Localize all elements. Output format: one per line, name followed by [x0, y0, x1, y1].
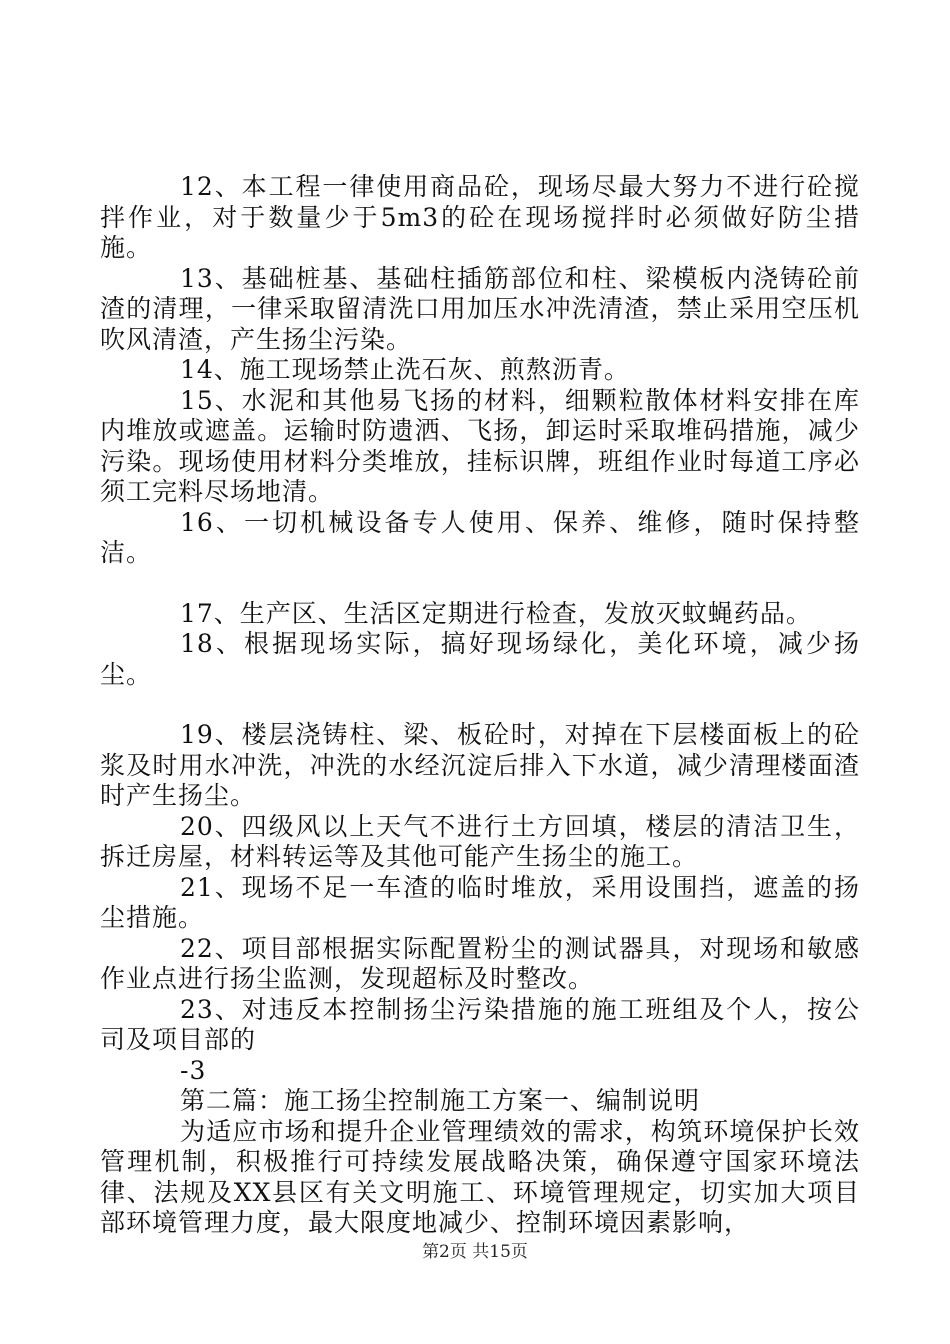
paragraph-21: 21、现场不足一车渣的临时堆放，采用设围挡，遮盖的扬尘措施。 [100, 872, 860, 932]
paragraph-23: 23、对违反本控制扬尘污染措施的施工班组及个人，按公司及项目部的 [100, 994, 860, 1054]
paragraph-12: 12、本工程一律使用商品砼，现场尽最大努力不进行砼搅拌作业，对于数量少于5m3的砼在现场搅拌时必须做好防尘措施。 [100, 172, 860, 262]
paragraph-intro: 为适应市场和提升企业管理绩效的需求，构筑环境保护长效管理机制，积极推行可持续发展战略决策，确保遵守国家环境法律、法规及XX县区有关文明施工、环境管理规定，切实加大项目部环境管理力度，最大限度地减少、控制环境因素影响， [100, 1116, 860, 1237]
paragraph-22: 22、项目部根据实际配置粉尘的测试器具，对现场和敏感作业点进行扬尘监测，发现超标及时整改。 [100, 933, 860, 993]
paragraph-20: 20、四级风以上天气不进行土方回填，楼层的清洁卫生，拆迁房屋，材料转运等及其他可能产生扬尘的施工。 [100, 811, 860, 871]
document-body [100, 172, 860, 1239]
paragraph-16: 16、一切机械设备专人使用、保养、维修，随时保持整洁。 [100, 507, 860, 567]
page-footer: 第2页 共15页 [422, 1242, 528, 1262]
section-heading: 第二篇：施工扬尘控制施工方案一、编制说明 [180, 1086, 701, 1115]
paragraph-15: 15、水泥和其他易飞扬的材料，细颗粒散体材料安排在库内堆放或遮盖。运输时防遗洒、飞扬，卸运时采取堆码措施，减少污染。现场使用材料分类堆放，挂标识牌，班组作业时每道工序必须工完料尽场地清。 [100, 385, 860, 506]
paragraph-19: 19、楼层浇铸柱、梁、板砼时，对掉在下层楼面板上的砼浆及时用水冲洗，冲洗的水经沉淀后排入下水道，减少清理楼面渣时产生扬尘。 [100, 720, 860, 810]
page-marker: -3 [180, 1055, 207, 1085]
paragraph-18: 18、根据现场实际，搞好现场绿化，美化环境，减少扬尘。 [100, 629, 860, 689]
paragraph-14: 14、施工现场禁止洗石灰、煎熬沥青。 [180, 355, 630, 384]
paragraph-17: 17、生产区、生活区定期进行检查，发放灭蚊蝇药品。 [180, 598, 812, 628]
paragraph-13: 13、基础桩基、基础柱插筋部位和柱、梁模板内浇铸砼前渣的清理，一律采取留清洗口用加压水冲洗清渣，禁止采用空压机吹风清渣，产生扬尘污染。 [100, 263, 860, 354]
